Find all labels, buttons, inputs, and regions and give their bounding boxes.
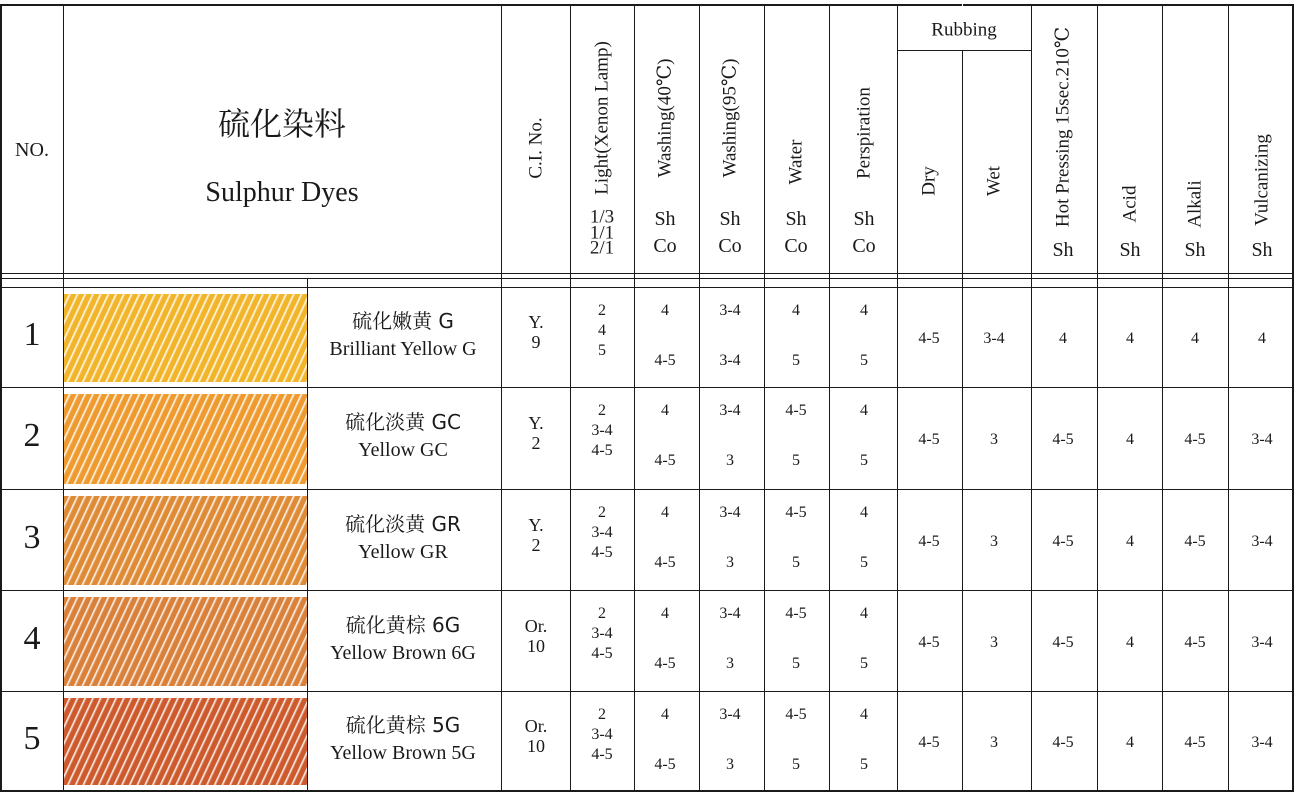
ci-no: 10: [527, 735, 545, 756]
light-value: 4-5: [591, 645, 613, 662]
hot-pressing: 4-5: [1052, 431, 1074, 448]
header-sh: Sh: [1184, 239, 1206, 261]
light-value: 3-4: [591, 726, 613, 743]
washing-40-sh: 4: [661, 706, 669, 723]
dye-name-cn: 硫化淡黄 GC: [345, 410, 461, 434]
washing-40-co: 4-5: [654, 655, 676, 672]
rubbing-wet: 3: [990, 532, 998, 550]
washing-95-co: 3: [726, 655, 734, 672]
row-divider-1: [0, 387, 1294, 388]
rubbing-wet: 3: [990, 431, 998, 448]
header-ci-no: C.I. No.: [525, 117, 547, 179]
table-left-border: [0, 4, 2, 792]
hot-pressing: 4-5: [1052, 633, 1074, 651]
row-number: 1: [23, 316, 41, 353]
header-rubbing: Rubbing: [931, 19, 997, 41]
column-divider: [1228, 4, 1229, 792]
acid: 4: [1126, 431, 1134, 448]
light-value: 5: [598, 342, 606, 359]
header-sh: Sh: [1119, 239, 1141, 261]
light-value: 2: [598, 402, 606, 419]
light-value: 2: [598, 504, 606, 521]
rubbing-dry: 4-5: [918, 431, 940, 448]
light-value: 4-5: [591, 746, 613, 763]
vulcanizing: 3-4: [1251, 733, 1273, 751]
header-washing-95: Washing(95℃): [719, 58, 741, 178]
ci-no: Or.: [524, 715, 548, 736]
acid: 4: [1126, 733, 1134, 751]
header-co: Co: [784, 235, 808, 257]
header-washing-40: Washing(40℃): [654, 58, 676, 178]
washing-40-sh: 4: [661, 605, 669, 622]
rubbing-wet: 3-4: [983, 330, 1005, 347]
light-value: 2: [598, 302, 606, 319]
washing-40-co: 4-5: [654, 554, 676, 571]
dye-swatch: [64, 294, 307, 382]
water-sh: 4-5: [785, 706, 807, 723]
vulcanizing: 3-4: [1251, 431, 1273, 448]
water-sh: 4: [792, 302, 800, 319]
alkali: 4-5: [1184, 431, 1206, 448]
washing-40-sh: 4: [661, 402, 669, 419]
ci-no: 10: [527, 635, 545, 656]
header-no: NO.: [15, 139, 49, 161]
water-sh: 4-5: [785, 402, 807, 419]
water-sh: 4-5: [785, 605, 807, 622]
perspiration-co: 5: [860, 452, 868, 469]
light-value: 4-5: [591, 442, 613, 459]
alkali: 4-5: [1184, 532, 1206, 550]
header-sh: Sh: [654, 208, 676, 230]
column-divider: [1162, 4, 1163, 792]
hot-pressing: 4-5: [1052, 532, 1074, 550]
row-number: 2: [23, 417, 41, 454]
perspiration-co: 5: [860, 655, 868, 672]
column-divider: [1031, 4, 1032, 792]
header-sh: Sh: [1251, 239, 1273, 261]
column-divider: [501, 4, 502, 792]
header-title-en: Sulphur Dyes: [205, 177, 359, 208]
rubbing-dry: 4-5: [918, 330, 940, 347]
header-sh: Sh: [1052, 239, 1074, 261]
ci-no: Y.: [528, 514, 544, 535]
header-light-sub: 1/3 1/1 2/1: [589, 206, 615, 259]
perspiration-co: 5: [860, 554, 868, 571]
washing-95-co: 3: [726, 554, 734, 571]
header-perspiration: Perspiration: [853, 87, 875, 179]
row-number: 4: [23, 619, 41, 657]
rubbing-dry: 4-5: [918, 733, 940, 751]
header-wet: Wet: [983, 165, 1005, 197]
water-co: 5: [792, 554, 800, 571]
hot-pressing: 4-5: [1052, 733, 1074, 751]
column-divider: [699, 4, 700, 792]
washing-95-sh: 3-4: [719, 402, 741, 419]
dye-swatch: [64, 597, 307, 686]
column-divider: [829, 4, 830, 792]
column-divider: [634, 4, 635, 792]
washing-95-sh: 3-4: [719, 706, 741, 723]
header-title-cn: 硫化染料: [217, 105, 347, 143]
perspiration-sh: 4: [860, 706, 868, 723]
header-vulcanizing: Vulcanizing: [1251, 134, 1273, 226]
header-alkali: Alkali: [1184, 180, 1206, 228]
alkali: 4: [1191, 330, 1199, 347]
water-co: 5: [792, 352, 800, 369]
ci-no: 2: [531, 433, 541, 453]
ci-no: Or.: [524, 615, 548, 636]
header-light: Light(Xenon Lamp): [591, 41, 613, 195]
dye-name-en: Yellow Brown 6G: [330, 641, 476, 664]
dye-swatch: [64, 394, 307, 484]
rubbing-dry: 4-5: [918, 532, 940, 550]
perspiration-sh: 4: [860, 402, 868, 419]
column-divider: [962, 4, 963, 792]
perspiration-sh: 4: [860, 302, 868, 319]
light-value: 2: [598, 706, 606, 723]
header-bottom-rule-2: [0, 278, 1294, 279]
ci-no: Y.: [528, 312, 544, 332]
row-number: 5: [23, 719, 41, 757]
vulcanizing: 4: [1258, 330, 1266, 347]
washing-95-sh: 3-4: [719, 605, 741, 622]
vulcanizing: 3-4: [1251, 633, 1273, 651]
column-divider: [897, 4, 898, 792]
dye-name-en: Yellow GR: [358, 540, 448, 563]
washing-40-co: 4-5: [654, 452, 676, 469]
light-value: 3-4: [591, 422, 613, 439]
perspiration-co: 5: [860, 756, 868, 773]
acid: 4: [1126, 532, 1134, 550]
light-value: 4-5: [591, 544, 613, 561]
hot-pressing: 4: [1059, 330, 1067, 347]
washing-95-co: 3: [726, 756, 734, 773]
ci-no: 2: [531, 534, 541, 555]
washing-40-co: 4-5: [654, 756, 676, 773]
water-co: 5: [792, 452, 800, 469]
header-co: Co: [718, 235, 742, 257]
header-water: Water: [785, 139, 807, 185]
alkali: 4-5: [1184, 733, 1206, 751]
washing-40-sh: 4: [661, 504, 669, 521]
header-bottom-rule-3: [0, 287, 1294, 288]
dye-name-cn: 硫化黄棕 6G: [345, 612, 461, 637]
rubbing-divider: [897, 50, 1031, 51]
light-value: 3-4: [591, 524, 613, 541]
column-divider: [1097, 4, 1098, 792]
dye-name-en: Yellow Brown 5G: [330, 741, 476, 764]
dye-name-cn: 硫化淡黄 GR: [345, 511, 461, 536]
header-sh: Sh: [719, 208, 741, 230]
washing-95-sh: 3-4: [719, 504, 741, 521]
acid: 4: [1126, 633, 1134, 651]
dye-name-cn: 硫化黄棕 5G: [345, 712, 461, 737]
washing-95-co: 3: [726, 452, 734, 469]
alkali: 4-5: [1184, 633, 1206, 651]
water-co: 5: [792, 756, 800, 773]
water-co: 5: [792, 655, 800, 672]
header-co: Co: [852, 235, 876, 257]
column-divider: [570, 4, 571, 792]
row-divider-4: [0, 691, 1294, 692]
column-divider: [764, 4, 765, 792]
dye-name-en: Yellow GC: [358, 439, 448, 461]
light-value: 2: [598, 605, 606, 622]
header-hot-pressing: Hot Pressing 15sec.210℃: [1052, 26, 1074, 228]
light-value: 3-4: [591, 625, 613, 642]
dye-swatch: [64, 496, 307, 585]
table-top-border: [0, 4, 1294, 6]
perspiration-sh: 4: [860, 605, 868, 622]
washing-95-sh: 3-4: [719, 302, 741, 319]
row-divider-2: [0, 489, 1294, 490]
rubbing-dry: 4-5: [918, 633, 940, 651]
row-divider-3: [0, 590, 1294, 591]
rubbing-wet: 3: [990, 733, 998, 751]
ci-no: Y.: [528, 413, 544, 433]
dye-name-cn: 硫化嫩黄 G: [352, 309, 454, 333]
dye-name-en: Brilliant Yellow G: [329, 338, 477, 360]
acid: 4: [1126, 330, 1134, 347]
perspiration-sh: 4: [860, 504, 868, 521]
header-co: Co: [653, 235, 677, 257]
washing-40-sh: 4: [661, 302, 669, 319]
row-number: 3: [23, 518, 41, 556]
header-sh: Sh: [853, 208, 875, 230]
header-bottom-rule-1: [0, 273, 1294, 274]
vulcanizing: 3-4: [1251, 532, 1273, 550]
washing-95-co: 3-4: [719, 352, 741, 369]
header-dry: Dry: [918, 166, 940, 196]
rubbing-wet: 3: [990, 633, 998, 651]
light-value: 4: [598, 322, 606, 339]
dye-swatch: [64, 698, 307, 785]
header-acid: Acid: [1119, 185, 1141, 223]
perspiration-co: 5: [860, 352, 868, 369]
header-sh: Sh: [785, 208, 807, 230]
swatch-name-divider: [307, 278, 308, 790]
water-sh: 4-5: [785, 504, 807, 521]
washing-40-co: 4-5: [654, 352, 676, 369]
ci-no: 9: [531, 332, 541, 352]
